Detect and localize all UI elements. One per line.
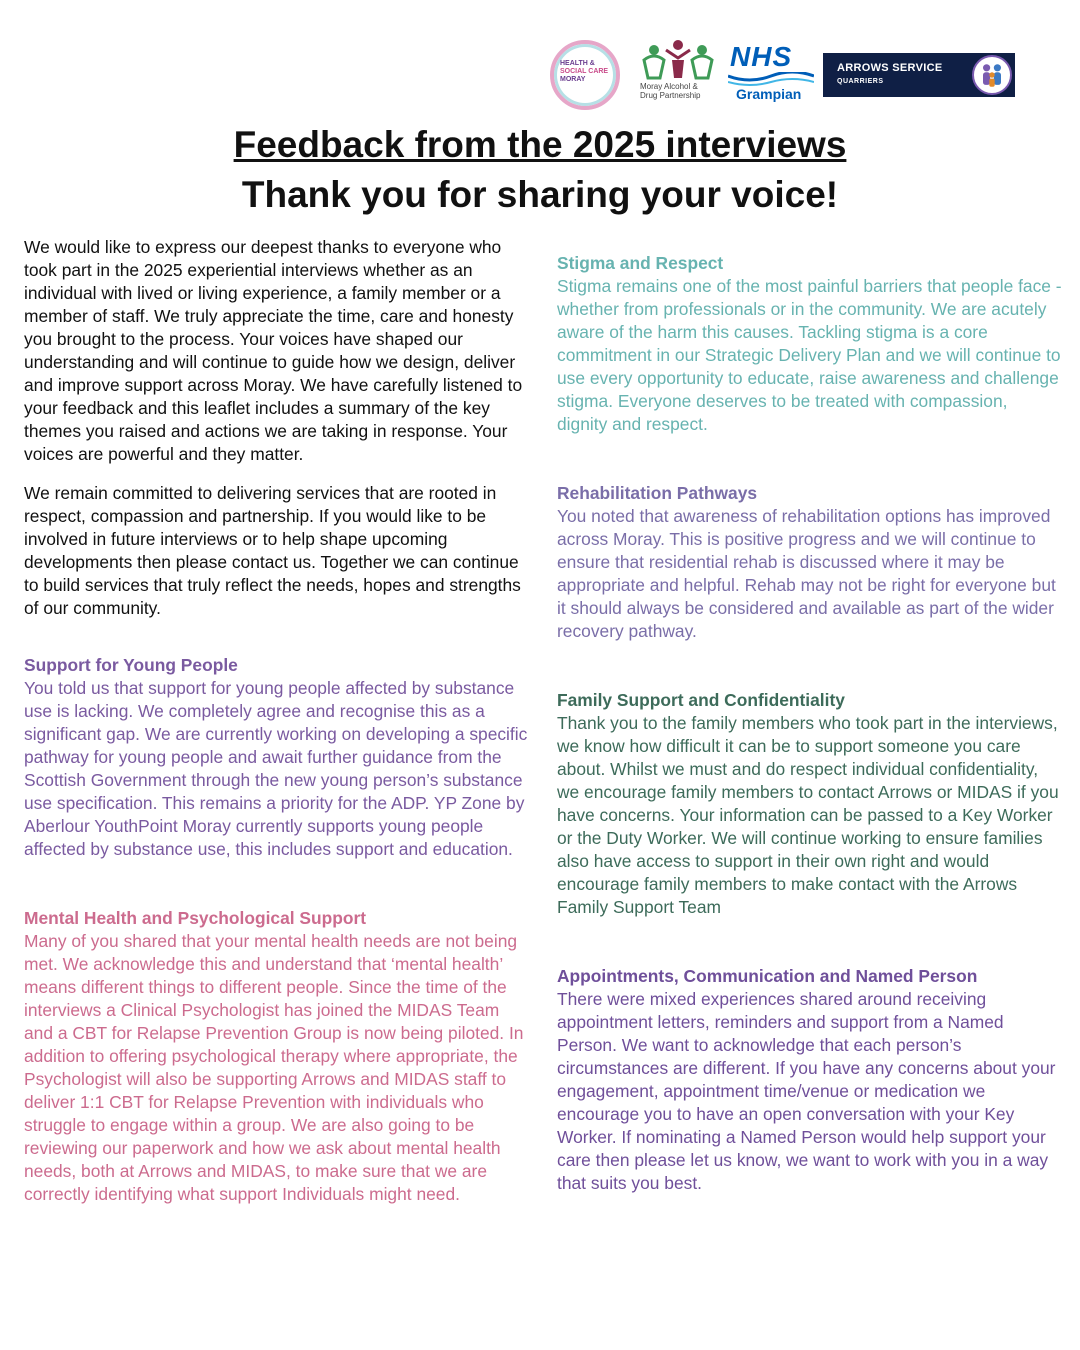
section-appointments — [557, 965, 1062, 1195]
section-body: Many of you shared that your mental health needs are not being met. We acknowledge this and understand that ‘mental health’ means different things to different people. Since the time of the interviews a Clinical Psychologist has joined the MIDAS Team and a CBT for Relapse Prevention Group is now being piloted. In addition to offering psychological therapy where appropriate, the Psychologist will also be supporting Arrows and MIDAS staff to deliver 1:1 CBT for Relapse Prevention with individuals who struggle to engage within a group. We are also going to be reviewing our paperwork and how we ask about mental health needs, both at Arrows and MIDAS, to make sure that we are correctly identifying what support Individuals might need. — [24, 931, 524, 1204]
section-body: Stigma remains one of the most painful barriers that people face - whether from professionals or in the community. We are acutely aware of the harm this causes. Tackling stigma is a core commitment in our Strategic Delivery Plan and we will continue to use every opportunity to educate, raise awareness and challenge stigma. Everyone deserves to be treated with compassion, dignity and respect. — [557, 276, 1062, 434]
section-rehabilitation — [557, 482, 1062, 643]
nhs-region: Grampian — [736, 86, 802, 102]
arrows-service-logo — [823, 53, 1015, 97]
section-body: You noted that awareness of rehabilitation options has improved across Moray. This is positive progress and we will continue to ensure that residential rehab is discussed where it may be appropriate and helpful. Rehab may not be right for everyone but it should always be considered and available as part of the wider recovery pathway. — [557, 506, 1056, 641]
hscm-line-1: HEALTH & — [560, 60, 595, 67]
intro-paragraph-2: We remain committed to delivering services that are rooted in respect, compassion and partnership. If you would like to be involved in future interviews or to help shape upcoming developments then please contact us. Together we can continue to build services that truly reflect the needs, hopes and strengths of our community. — [24, 483, 521, 618]
page-subtitle: Thank you for sharing your voice! — [241, 174, 839, 215]
nhs-grampian-logo — [728, 42, 818, 108]
section-body: You told us that support for young people affected by substance use is lacking. We completely agree and recognise this as a significant gap. We are currently working on developing a specific pathway for young people and await further guidance from the Scottish Government through the new young person’s substance use specification. This remains a priority for the ADP. YP Zone by Aberlour YouthPoint Moray currently supports young people affected by substance use, this includes support and education. — [24, 678, 528, 859]
arrows-family-icon — [972, 55, 1012, 95]
madp-line-1: Moray Alcohol & — [640, 82, 698, 91]
partner-logos — [550, 38, 1020, 104]
section-heading: Support for Young People — [24, 655, 238, 675]
section-body: There were mixed experiences shared around receiving appointment letters, reminders and support from a Named Person. We want to acknowledge that each person’s circumstances are different. If you have any concerns about your engagement, appointment time/venue or medication we encourage you to have an open conversation with your Key Worker. If nominating a Named Person would help support your care then please let us know, we want to work with you in a way that suits you best. — [557, 989, 1056, 1193]
arrows-title: ARROWS SERVICE — [837, 62, 943, 74]
left-column — [24, 236, 529, 1206]
section-family-support — [557, 689, 1062, 919]
wave-icon — [728, 72, 814, 86]
people-figures-icon — [638, 38, 718, 80]
moray-adp-logo — [636, 38, 720, 106]
section-young-people — [24, 654, 529, 861]
section-body: Thank you to the family members who took part in the interviews, we know how difficult it can be to support someone you care about. Whilst we must and do respect individual confidentiality, we encourage family members to contact Arrows or MIDAS if you have concerns. Your information can be passed to a Key Worker or the Duty Worker. We will continue working to ensure families also have access to support in their own right and would encourage family members to make contact with the Arrows Family Support Team — [557, 713, 1059, 917]
section-heading: Mental Health and Psychological Support — [24, 908, 367, 928]
madp-line-2: Drug Partnership — [640, 91, 701, 100]
section-heading: Stigma and Respect — [557, 253, 724, 273]
intro-paragraph-1: We would like to express our deepest thanks to everyone who took part in the 2025 experiential interviews whether as an individual with lived or living experience, a family member or a member of staff. We truly appreciate the time, care and honesty you brought to the process. Your voices have shaped our understanding and will continue to guide how we design, deliver and improve support across Moray. We have carefully listened to your feedback and this leaflet includes a summary of the key themes you raised and actions we are taking in response. Your voices are powerful and they matter. — [24, 237, 523, 464]
hscm-line-3: MORAY — [560, 76, 586, 83]
right-column — [557, 252, 1062, 1195]
madp-logo-text — [640, 82, 724, 100]
nhs-wordmark: NHS — [730, 41, 793, 72]
section-mental-health — [24, 907, 529, 1206]
health-social-care-moray-logo — [550, 40, 626, 108]
hscm-line-2: SOCIAL CARE — [560, 68, 609, 75]
hscm-logo-text — [560, 60, 614, 84]
section-heading: Rehabilitation Pathways — [557, 483, 758, 503]
section-stigma — [557, 252, 1062, 436]
section-heading: Appointments, Communication and Named Person — [557, 966, 978, 986]
section-heading: Family Support and Confidentiality — [557, 690, 845, 710]
page-title: Feedback from the 2025 interviews — [233, 124, 847, 165]
arrows-subtitle: QUARRIERS — [837, 78, 884, 85]
